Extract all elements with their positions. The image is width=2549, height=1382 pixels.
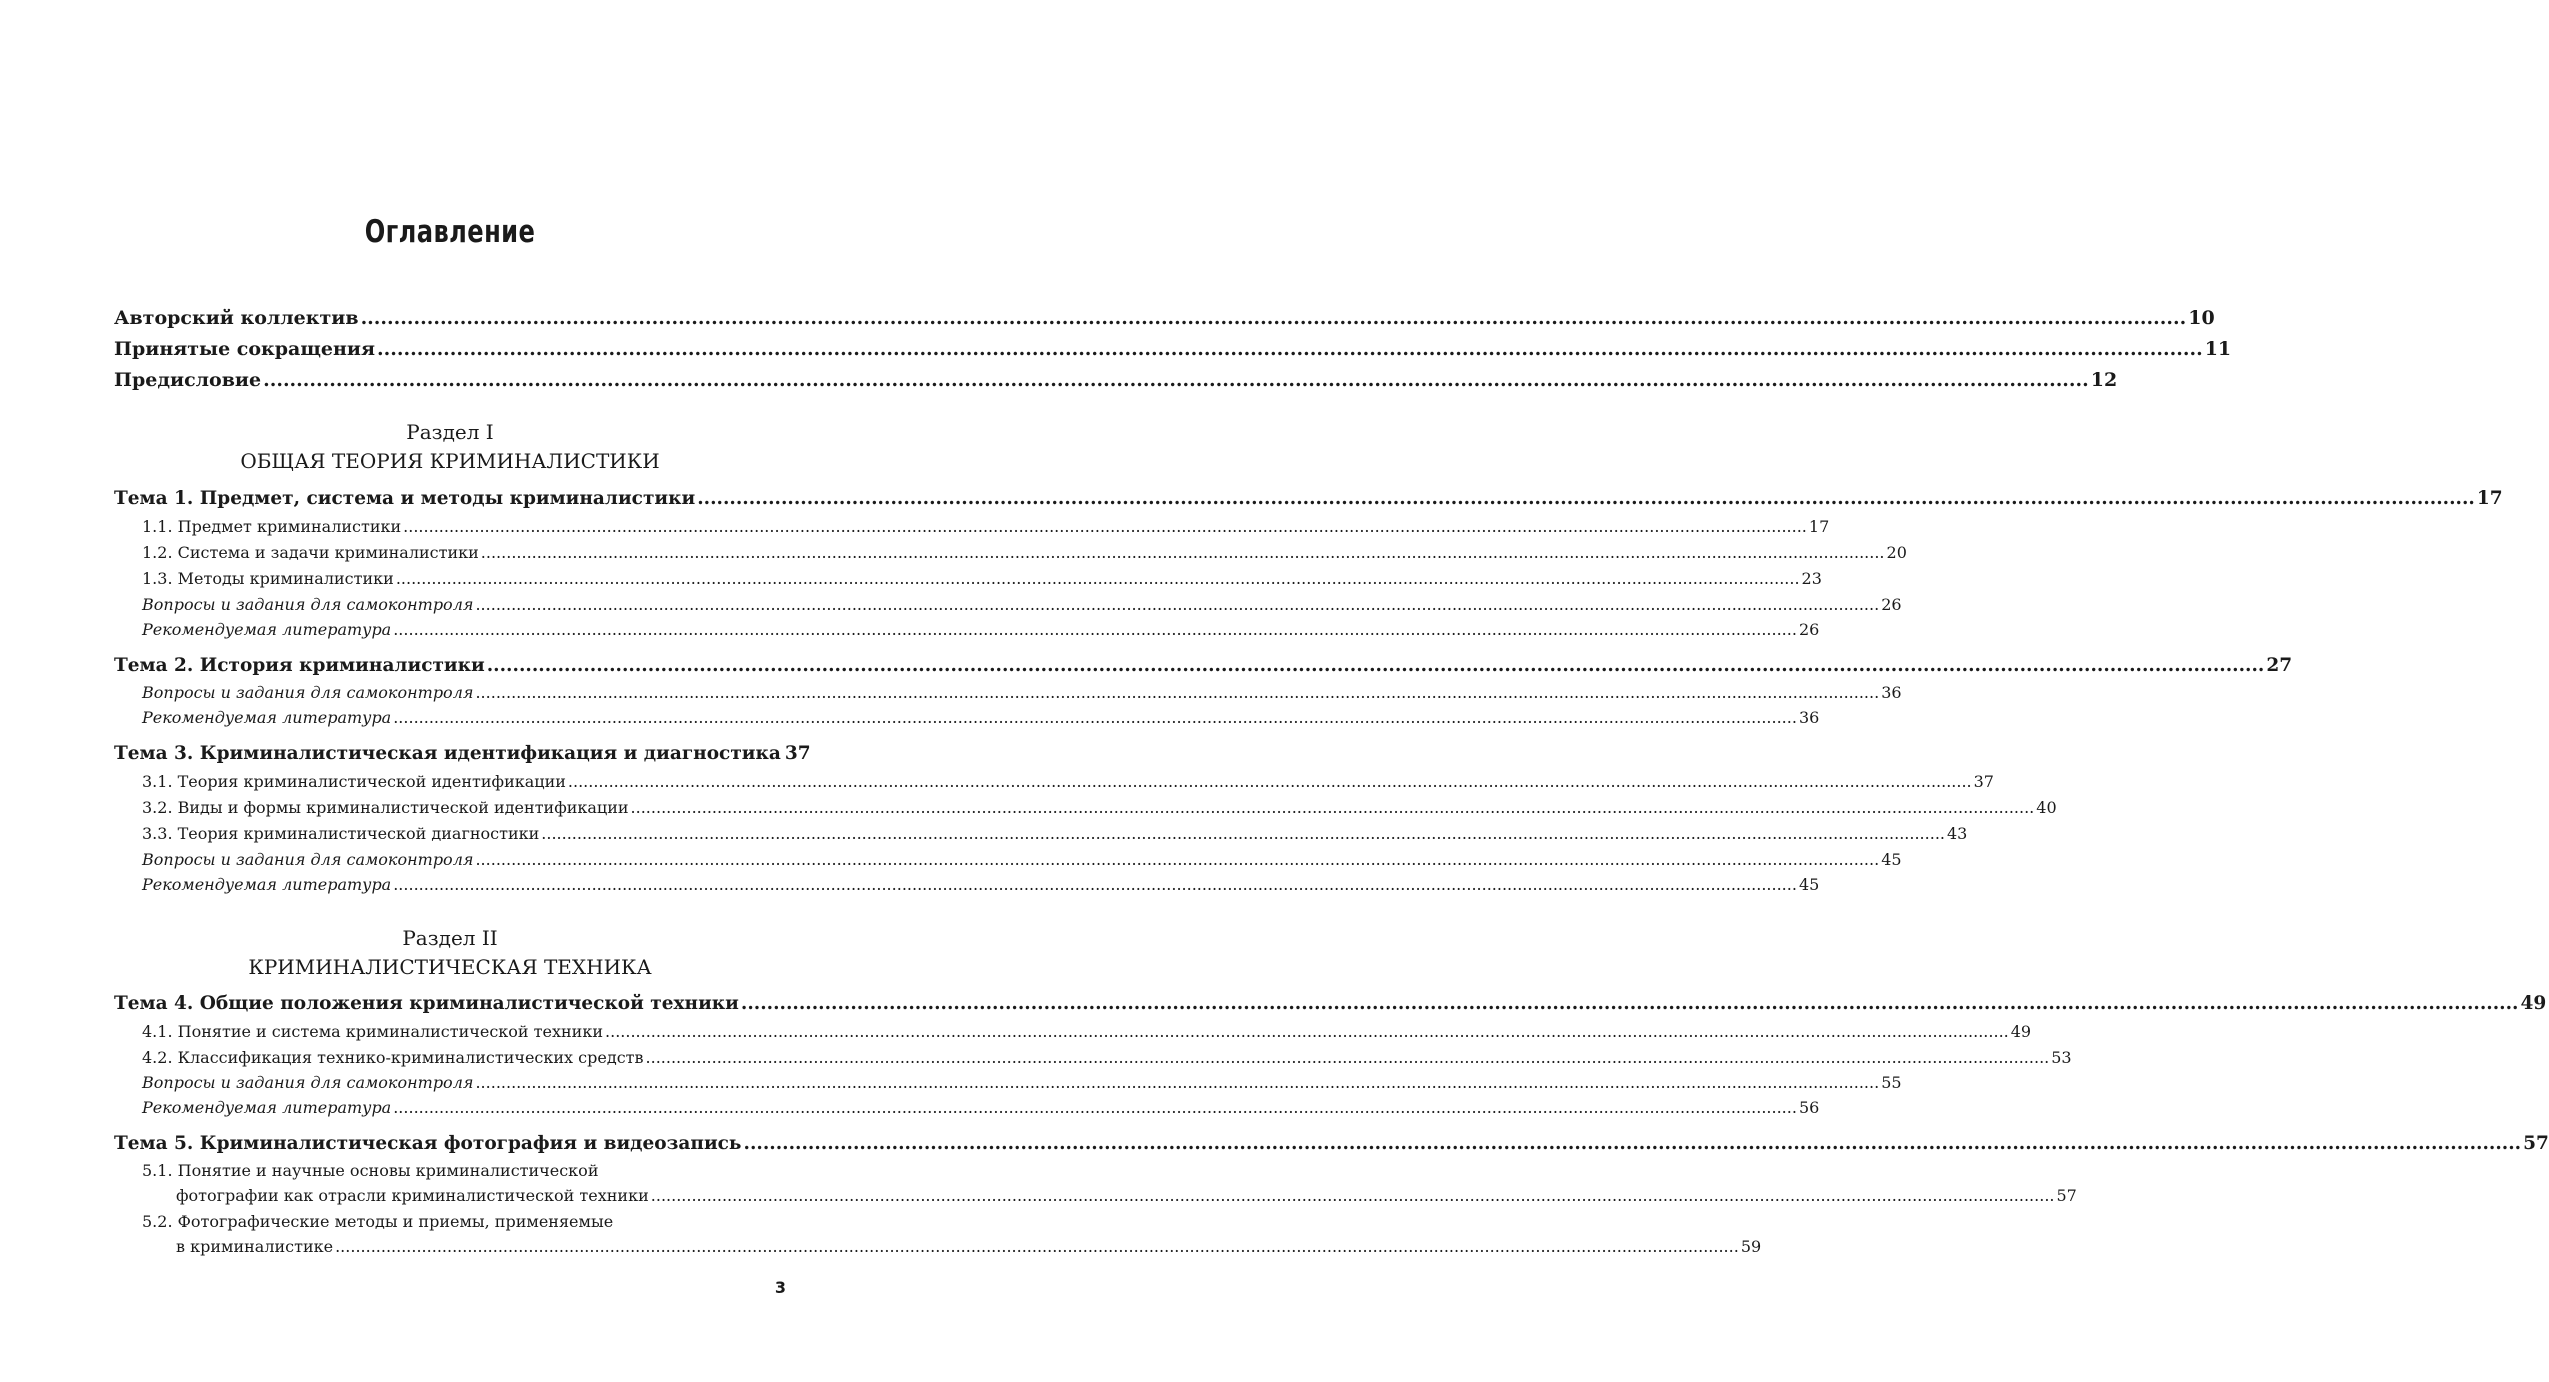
dot-leader xyxy=(393,1098,1797,1117)
toc-entry-label: Тема 3. Криминалистическая идентификация и диагностика xyxy=(114,743,781,764)
toc-page-number: 43 xyxy=(1946,824,1968,843)
dot-leader xyxy=(651,1186,2055,1205)
toc-subentry[interactable] xyxy=(114,1186,2077,1205)
toc-page-number: 37 xyxy=(1973,772,1994,791)
toc-page-number: 56 xyxy=(1798,1098,1820,1117)
page-title: Оглавление xyxy=(364,214,536,250)
toc-entry-label: 3.1. Теория криминалистической идентификации xyxy=(142,772,566,791)
toc-subentry[interactable] xyxy=(114,1237,1762,1256)
toc-page-number: 12 xyxy=(2090,369,2118,391)
dot-leader xyxy=(605,1022,2009,1041)
toc-page-number: 26 xyxy=(1881,595,1902,614)
toc-page-number: 17 xyxy=(1808,517,1830,536)
toc-entry-label: 3.2. Виды и формы криминалистической идентификации xyxy=(142,798,629,817)
toc-entry-label: Тема 2. История криминалистики xyxy=(114,655,485,676)
dot-leader xyxy=(697,488,2475,509)
section-title: ОБЩАЯ ТЕОРИЯ КРИМИНАЛИСТИКИ xyxy=(240,449,660,473)
toc-page-number: 36 xyxy=(1881,683,1902,702)
dot-leader xyxy=(335,1237,1739,1256)
toc-subentry[interactable] xyxy=(114,1048,2072,1067)
toc-entry-label: Рекомендуемая литература xyxy=(142,875,392,894)
toc-page-number: 20 xyxy=(1886,543,1907,562)
toc-page-number: 26 xyxy=(1798,620,1820,639)
section-title: КРИМИНАЛИСТИЧЕСКАЯ ТЕХНИКА xyxy=(248,955,652,979)
toc-page-number: 53 xyxy=(2051,1048,2072,1067)
toc-page-number: 57 xyxy=(2056,1186,2077,1205)
toc-page-number: 10 xyxy=(2188,307,2215,329)
toc-entry-label: 1.2. Система и задачи криминалистики xyxy=(142,543,479,562)
toc-entry-label: Принятые сокращения xyxy=(114,338,376,360)
toc-page-number: 17 xyxy=(2476,488,2503,509)
toc-entry-label: Авторский коллектив xyxy=(114,307,359,329)
toc-page-number: 49 xyxy=(2520,993,2547,1014)
toc-page-number: 36 xyxy=(1798,708,1820,727)
toc-page-number: 11 xyxy=(2204,338,2232,360)
toc-entry-label: Тема 5. Криминалистическая фотография и видеозапись xyxy=(114,1133,742,1154)
toc-topic[interactable] xyxy=(114,1133,2549,1154)
toc-entry-label: Предисловие xyxy=(114,369,262,391)
toc-entry-label: Тема 4. Общие положения криминалистической техники xyxy=(114,993,739,1014)
toc-entry-label: Тема 1. Предмет, система и методы криминалистики xyxy=(114,488,696,509)
toc-page-number: 40 xyxy=(2036,798,2057,817)
dot-leader xyxy=(646,1048,2050,1067)
section-number: Раздел I xyxy=(406,420,494,444)
toc-entry-label: Вопросы и задания для самоконтроля xyxy=(142,1073,474,1092)
toc-subentry-first-line[interactable]: 5.1. Понятие и научные основы криминалистической xyxy=(142,1161,599,1180)
toc-entry-label: 3.3. Теория криминалистической диагностики xyxy=(142,824,540,843)
toc-entry-label: Рекомендуемая литература xyxy=(142,708,392,727)
toc-entry-label: в криминалистике xyxy=(176,1237,334,1256)
toc-entry-label: Рекомендуемая литература xyxy=(142,620,392,639)
toc-entry-label: Рекомендуемая литература xyxy=(142,1098,392,1117)
toc-page-number: 55 xyxy=(1881,1073,1902,1092)
dot-leader xyxy=(475,1073,1879,1092)
dot-leader xyxy=(744,1133,2522,1154)
section-number: Раздел II xyxy=(402,926,498,950)
toc-page-number: 37 xyxy=(784,743,811,764)
toc-entry-label: 4.2. Классификация технико-криминалистических средств xyxy=(142,1048,644,1067)
page-number: 3 xyxy=(774,1278,786,1297)
dot-leader xyxy=(631,798,2035,817)
toc-page-number: 57 xyxy=(2523,1133,2549,1154)
toc-page-number: 49 xyxy=(2010,1022,2032,1041)
toc-subentry-first-line[interactable]: 5.2. Фотографические методы и приемы, применяемые xyxy=(142,1212,614,1231)
dot-leader xyxy=(741,993,2519,1014)
toc-subentry[interactable] xyxy=(114,1073,1902,1092)
toc-page-number: 23 xyxy=(1801,569,1822,588)
toc-entry-label: фотографии как отрасли криминалистической техники xyxy=(176,1186,649,1205)
toc-entry-label: Вопросы и задания для самоконтроля xyxy=(142,683,474,702)
toc-page-number: 27 xyxy=(2266,655,2293,676)
toc-entry-label: 1.1. Предмет криминалистики xyxy=(142,517,402,536)
toc-page-number: 59 xyxy=(1740,1237,1762,1256)
toc-topic[interactable] xyxy=(114,993,2547,1014)
toc-entry-label: 1.3. Методы криминалистики xyxy=(142,569,394,588)
toc-page-number: 45 xyxy=(1798,875,1820,894)
toc-entry-label: Вопросы и задания для самоконтроля xyxy=(142,850,474,869)
toc-subentry[interactable] xyxy=(114,1022,2032,1041)
toc-entry-label: 4.1. Понятие и система криминалистической техники xyxy=(142,1022,604,1041)
toc-page-number: 45 xyxy=(1881,850,1902,869)
toc-entry-label: Вопросы и задания для самоконтроля xyxy=(142,595,474,614)
toc-subentry[interactable] xyxy=(114,1098,1820,1117)
